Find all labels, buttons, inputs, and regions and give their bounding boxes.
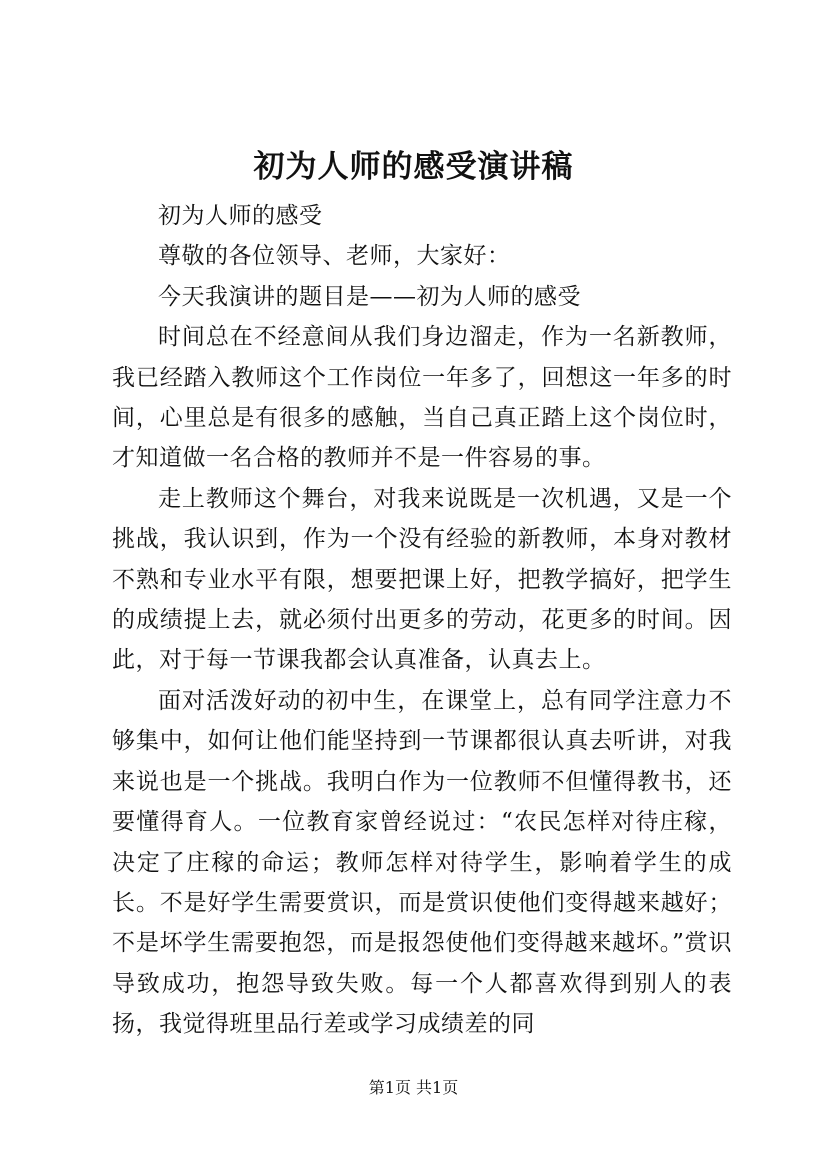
paragraph-body-3: 面对活泼好动的初中生，在课堂上，总有同学注意力不够集中，如何让他们能坚持到一节课都很认真去听讲，对我来说也是一个挑战。我明白作为一位教师不但懂得教书，还要懂得育人。一位教育家曾经说过：“农民怎样对待庄稼，决定了庄稼的命运；教师怎样对待学生，影响着学生的成长。不是好学生需要赏识，而是赏识使他们变得越来越好；不是坏学生需要抱怨，而是报怨使他们变得越来越坏。”赏识导致成功，抱怨导致失败。每一个人都喜欢得到别人的表扬，我觉得班里品行差或学习成绩差的同: [112, 687, 732, 1038]
paragraph-greeting: 尊敬的各位领导、老师，大家好：: [158, 243, 511, 270]
page-footer: 第1页 共1页: [368, 1078, 459, 1097]
document-body: [112, 196, 732, 1045]
document-title: 初为人师的感受演讲稿: [253, 149, 574, 185]
paragraph-body-1: 时间总在不经意间从我们身边溜走，作为一名新教师，我已经踏入教师这个工作岗位一年多了，回想这一年多的时间，心里总是有很多的感触，当自己真正踏上这个岗位时，才知道做一名合格的教师并不是一件容易的事。: [112, 324, 732, 472]
paragraph-subtitle: 初为人师的感受: [158, 203, 323, 229]
paragraph-body-2: 走上教师这个舞台，对我来说既是一次机遇，又是一个挑战，我认识到，作为一个没有经验的新教师，本身对教材不熟和专业水平有限，想要把课上好，把教学搞好，把学生的成绩提上去，就必须付出更多的劳动，花更多的时间。因此，对于每一节课我都会认真准备，认真去上。: [112, 485, 732, 674]
paragraph-topic: 今天我演讲的题目是——初为人师的感受: [158, 283, 581, 310]
